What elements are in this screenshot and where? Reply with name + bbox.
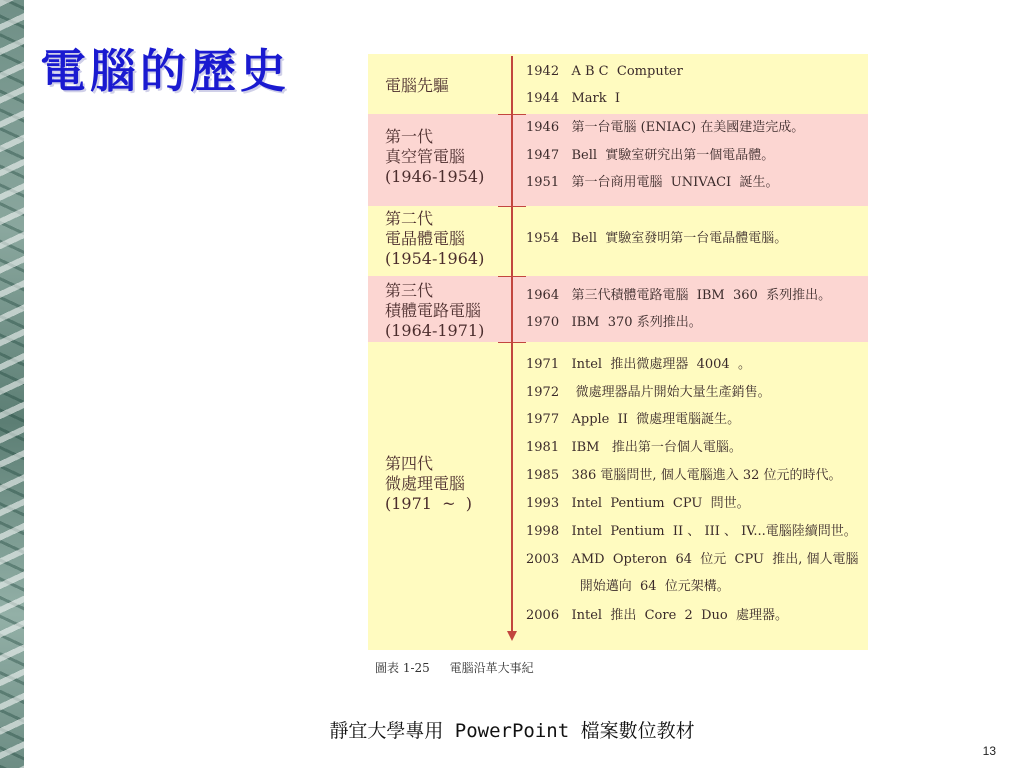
timeline-event: 1971 Intel 推出微處理器 4004 。 [526,357,751,372]
generation-label-first: 第一代 真空管電腦 (1946-1954) [385,127,485,186]
timeline-event: 1954 Bell 實驗室發明第一台電晶體電腦。 [526,231,788,246]
timeline-event: 1998 Intel Pentium II 、 III 、 IV...電腦陸續問世。 [526,524,857,539]
timeline-event: 1947 Bell 實驗室研究出第一個電晶體。 [526,148,775,163]
timeline-event: 2006 Intel 推出 Core 2 Duo 處理器。 [526,608,788,623]
timeline-event: 開始邁向 64 位元架構。 [526,579,730,594]
timeline-divider-tick [498,114,526,115]
timeline-event: 1946 第一台電腦 (ENIAC) 在美國建造完成。 [526,120,805,135]
timeline-divider-tick [498,206,526,207]
generation-label-pioneers: 電腦先驅 [385,76,450,95]
slide-title: 電腦的歷史 [40,44,290,98]
generation-label-third: 第三代 積體電路電腦 (1964-1971) [385,281,485,340]
timeline-event: 1972 微處理器晶片開始大量生產銷售。 [526,385,771,400]
figure-caption-text: 電腦沿革大事紀 [449,661,534,675]
timeline-event: 1985 386 電腦問世, 個人電腦進入 32 位元的時代。 [526,468,842,483]
slide-footer: 靜宜大學專用 PowerPoint 檔案數位教材 [329,720,695,742]
timeline-arrow-icon [507,631,517,641]
figure-caption [375,659,534,676]
page-number: 13 [982,744,996,758]
timeline-event: 1942 A B C Computer [526,64,683,79]
computer-history-timeline-figure [368,54,868,650]
generation-label-fourth: 第四代 微處理電腦 (1971 ~ ) [385,454,472,513]
decorative-leaf-strip [0,0,24,768]
timeline-event: 1964 第三代積體電路電腦 IBM 360 系列推出。 [526,288,832,303]
timeline-event: 1944 Mark I [526,91,621,106]
timeline-divider-tick [498,276,526,277]
timeline-event: 1981 IBM 推出第一台個人電腦。 [526,440,742,455]
timeline-divider-tick [498,342,526,343]
timeline-event: 1977 Apple II 微處理電腦誕生。 [526,412,741,427]
timeline-event: 2003 AMD Opteron 64 位元 CPU 推出, 個人電腦 [526,552,859,567]
timeline-event: 1951 第一台商用電腦 UNIVACI 誕生。 [526,175,779,190]
figure-caption-number: 圖表 1-25 [375,661,430,675]
generation-label-second: 第二代 電晶體電腦 (1954-1964) [385,209,485,268]
timeline-line [511,56,513,633]
timeline-event: 1970 IBM 370 系列推出。 [526,315,702,330]
timeline-event: 1993 Intel Pentium CPU 問世。 [526,496,750,511]
